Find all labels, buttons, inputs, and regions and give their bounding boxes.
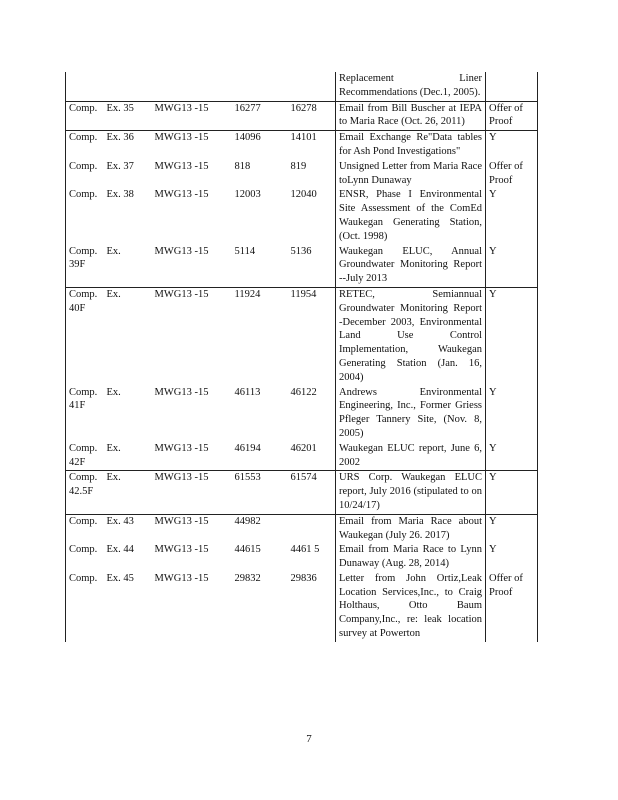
bates-prefix-cell: MWG13 [154, 386, 192, 398]
exhibit-cell [104, 72, 152, 101]
exhibit-cell: Ex. 44 [106, 544, 134, 556]
exhibit-cell: Ex. 36 [104, 131, 152, 160]
exhibit-cell: Ex. [104, 471, 152, 514]
page-start-cell: 818 [234, 160, 251, 172]
admitted-cell: Offer of Proof [486, 101, 538, 131]
bates-prefix-cell: MWG13 [154, 189, 192, 201]
comp-cell: Comp. 42F [66, 442, 104, 471]
comp-cell: Comp. [66, 188, 104, 244]
description-cell: Email from Maria Race about Waukegan (July 26. 2017) [336, 514, 486, 543]
description-cell: RETEC, Semiannual Groundwater Monitoring Report -December 2003, Environmental Land Use Control Implementation, Waukegan Generating Station (Jan. 16, 2004) [336, 287, 486, 385]
exhibit-cell: Ex. 38 [106, 189, 134, 201]
page-end-cell: 61574 [288, 471, 336, 514]
exhibit-cell: Ex. [106, 386, 121, 398]
description-cell: Andrews Environmental Engineering, Inc., Former Griess Pfleger Tannery Site, (Nov. 8, 2005) [336, 386, 486, 442]
bates-prefix-cell: MWG13 [154, 442, 192, 454]
exhibit-cell: Ex. 45 [106, 572, 134, 584]
page-start-cell: 16277 [232, 101, 288, 131]
page-start-cell: 29832 [234, 572, 261, 584]
description-cell: Unsigned Letter from Maria Race toLynn Dunaway [336, 160, 486, 189]
page-end-cell: 819 [288, 160, 336, 189]
bates-suffix-cell: -15 [194, 544, 209, 556]
exhibit-table-body [66, 72, 538, 642]
table-row [66, 72, 538, 101]
bates-prefix-cell: MWG13 [152, 514, 192, 543]
page-end-cell: 11954 [288, 287, 336, 385]
page-end-cell: 5136 [288, 245, 336, 288]
bates-prefix-cell: MWG13 [152, 131, 192, 160]
page-end-cell: 14101 [288, 131, 336, 160]
exhibit-cell: Ex. 43 [104, 514, 152, 543]
description-cell: Email from Bill Buscher at IEPA to Maria Race (Oct. 26, 2011) [336, 101, 486, 131]
bates-suffix-cell: -15 [192, 514, 232, 543]
bates-prefix-cell: MWG13 [152, 471, 192, 514]
page-end-cell: 16278 [288, 101, 336, 131]
admitted-cell: Y [486, 386, 538, 442]
page-start-cell: 44982 [232, 514, 288, 543]
page-end-cell [288, 72, 336, 101]
admitted-cell: Y [486, 245, 538, 288]
description-cell: Waukegan ELUC, Annual Groundwater Monitoring Report --July 2013 [336, 245, 486, 288]
admitted-cell [486, 72, 538, 101]
comp-cell [66, 72, 104, 101]
description-cell: Replacement Liner Recommendations (Dec.1, 2005). [336, 72, 486, 101]
page-start-cell: 14096 [232, 131, 288, 160]
admitted-cell: Y [486, 471, 538, 514]
description-cell: ENSR, Phase I Environmental Site Assessment of the ComEd Waukegan Generating Station, (Oct. 1998) [336, 188, 486, 244]
page-start-cell [232, 72, 288, 101]
bates-suffix-cell: -15 [194, 442, 209, 454]
table-row [66, 514, 538, 543]
bates-prefix-cell: MWG13 [154, 572, 192, 584]
admitted-cell: Y [486, 514, 538, 543]
page-number: 7 [306, 733, 312, 745]
table-row [66, 543, 538, 572]
table-row [66, 131, 538, 160]
bates-prefix-cell: MWG13 [152, 101, 192, 131]
admitted-cell: Y [486, 543, 538, 572]
comp-cell: Comp. [66, 160, 104, 189]
comp-cell: Comp. 39F [66, 245, 104, 288]
page-start-cell: 61553 [232, 471, 288, 514]
comp-cell: Comp. [66, 572, 104, 642]
comp-cell: Comp. 41F [66, 386, 104, 442]
table-row [66, 442, 538, 471]
page-end-cell: 46122 [288, 386, 336, 442]
table-row [66, 160, 538, 189]
page-start-cell: 11924 [232, 287, 288, 385]
table-row [66, 572, 538, 642]
page-end-cell: 29836 [288, 572, 336, 642]
comp-cell: Comp. [66, 514, 104, 543]
bates-suffix-cell [192, 72, 232, 101]
bates-suffix-cell: -15 [192, 471, 232, 514]
table-row [66, 101, 538, 131]
exhibit-cell: Ex. [104, 287, 152, 385]
bates-suffix-cell: -15 [194, 572, 209, 584]
page-start-cell: 5114 [234, 245, 256, 257]
admitted-cell: Y [486, 287, 538, 385]
description-cell: Letter from John Ortiz,Leak Location Services,Inc., to Craig Holthaus, Otto Baum Company,Inc., re: leak location survey at Powerton [336, 572, 486, 642]
table-row [66, 471, 538, 514]
page-end-cell [288, 514, 336, 543]
admitted-cell: Y [486, 131, 538, 160]
bates-suffix-cell: -15 [192, 101, 232, 131]
page-start-cell: 12003 [234, 189, 261, 201]
bates-suffix-cell: -15 [194, 245, 209, 257]
admitted-cell: Y [486, 442, 538, 471]
exhibit-cell: Ex. 37 [106, 160, 134, 172]
description-cell: Email from Maria Race to Lynn Dunaway (Aug. 28, 2014) [336, 543, 486, 572]
page-end-cell: 4461 5 [288, 543, 336, 572]
exhibit-table [65, 72, 538, 642]
exhibit-cell: Ex. 35 [104, 101, 152, 131]
page-start-cell: 46113 [234, 386, 261, 398]
bates-prefix-cell: MWG13 [154, 245, 192, 257]
bates-prefix-cell: MWG13 [154, 544, 192, 556]
bates-suffix-cell: -15 [194, 160, 209, 172]
comp-cell: Comp. 40F [66, 287, 104, 385]
comp-cell: Comp. [66, 101, 104, 131]
description-cell: Email Exchange Re"Data tables for Ash Pond Investigations" [336, 131, 486, 160]
table-row [66, 188, 538, 244]
page-start-cell: 44615 [234, 544, 261, 556]
page-end-cell: 46201 [288, 442, 336, 471]
admitted-cell: Y [486, 188, 538, 244]
table-row [66, 245, 538, 288]
table-row [66, 386, 538, 442]
table-row [66, 287, 538, 385]
exhibit-cell: Ex. [106, 442, 121, 454]
bates-prefix-cell: MWG13 [154, 160, 192, 172]
comp-cell: Comp. 42.5F [66, 471, 104, 514]
bates-prefix-cell: MWG13 [152, 287, 192, 385]
bates-prefix-cell [152, 72, 192, 101]
description-cell: Waukegan ELUC report, June 6, 2002 [336, 442, 486, 471]
comp-cell: Comp. [66, 543, 104, 572]
bates-suffix-cell: -15 [194, 386, 209, 398]
bates-suffix-cell: -15 [192, 131, 232, 160]
admitted-cell: Offer of Proof [486, 160, 538, 189]
exhibit-cell: Ex. [106, 245, 121, 257]
description-cell: URS Corp. Waukegan ELUC report, July 2016 (stipulated to on 10/24/17) [336, 471, 486, 514]
page-start-cell: 46194 [234, 442, 261, 454]
page-end-cell: 12040 [288, 188, 336, 244]
bates-suffix-cell: -15 [194, 189, 209, 201]
bates-suffix-cell: -15 [192, 287, 232, 385]
comp-cell: Comp. [66, 131, 104, 160]
admitted-cell: Offer of Proof [486, 572, 538, 642]
